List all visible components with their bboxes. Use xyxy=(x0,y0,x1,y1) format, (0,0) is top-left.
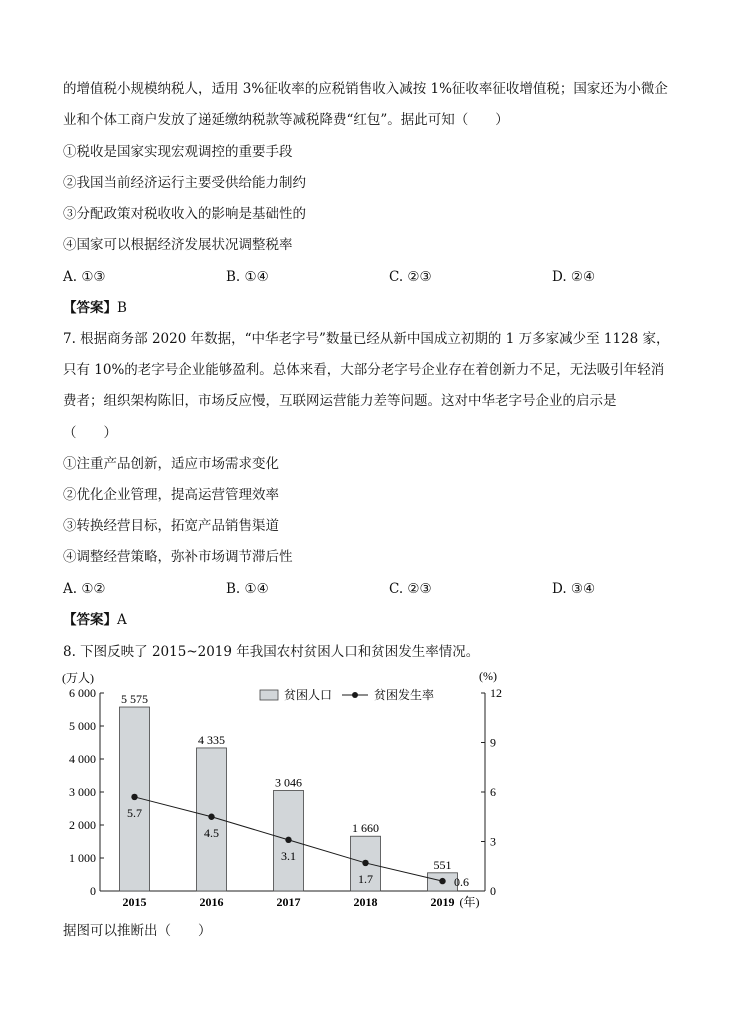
q6-statement-4: ④国家可以根据经济发展状况调整税率 xyxy=(63,237,293,253)
q6-option-a: A. ①③ xyxy=(63,269,106,285)
legend-bar-swatch xyxy=(260,690,278,700)
x-tick-label: 2015 xyxy=(122,895,147,909)
rate-point-2016 xyxy=(208,814,214,820)
left-tick-label: 6 000 xyxy=(69,686,96,700)
q6-statement-1: ①税收是国家实现宏观调控的重要手段 xyxy=(63,144,293,160)
q7-answer xyxy=(63,611,127,629)
rate-label-2019: 0.6 xyxy=(454,875,469,890)
q6-statement-3: ③分配政策对税收收入的影响是基础性的 xyxy=(63,206,306,222)
x-tick-label: 2019 xyxy=(430,895,455,909)
rate-label-2017: 3.1 xyxy=(281,848,296,863)
bar-label-2017: 3 046 xyxy=(275,775,302,790)
legend-bar-label: 贫困人口 xyxy=(284,688,333,702)
x-axis-unit: (年) xyxy=(459,895,480,909)
left-tick-label: 1 000 xyxy=(69,851,96,865)
q7-line-1: 7. 根据商务部 2020 年数据，“中华老字号”数量已经从新中国成立初期的 1 万多家减少至 1128 家， xyxy=(63,331,670,347)
left-tick-label: 3 000 xyxy=(69,785,96,799)
q6-option-c: C. ②③ xyxy=(389,269,432,285)
rate-label-2016: 4.5 xyxy=(204,825,219,840)
left-tick-label: 0 xyxy=(90,884,96,898)
q7-statement-1: ①注重产品创新，适应市场需求变化 xyxy=(63,456,279,472)
q7-statement-2: ②优化企业管理，提高运营管理效率 xyxy=(63,487,279,503)
rate-label-2018: 1.7 xyxy=(358,871,373,886)
answer-value: A xyxy=(117,612,127,628)
x-tick-label: 2018 xyxy=(353,895,378,909)
q8-intro: 8. 下图反映了 2015~2019 年我国农村贫困人口和贫困发生率情况。 xyxy=(63,644,480,660)
q6-option-d: D. ②④ xyxy=(552,269,596,285)
legend-line-marker xyxy=(352,692,358,698)
rate-point-2019 xyxy=(439,878,445,884)
answer-label: 【答案】 xyxy=(63,612,117,628)
right-tick-label: 9 xyxy=(490,735,496,750)
left-axis-unit: (万人) xyxy=(62,671,94,685)
rate-point-2015 xyxy=(131,794,137,800)
bar-label-2018: 1 660 xyxy=(352,821,379,836)
answer-value: B xyxy=(117,300,127,316)
q6-line-2: 业和个体工商户发放了递延缴纳税款等减税降费“红包”。据此可知（ ） xyxy=(63,112,509,128)
q8-footer: 据图可以推断出（ ） xyxy=(63,923,212,939)
q7-statement-3: ③转换经营目标，拓宽产品销售渠道 xyxy=(63,518,279,534)
bar-label-2019: 551 xyxy=(433,857,452,872)
rate-point-2018 xyxy=(362,860,368,866)
answer-label: 【答案】 xyxy=(63,300,117,316)
right-tick-label: 3 xyxy=(490,834,496,849)
q6-line-1: 的增值税小规模纳税人，适用 3%征收率的应税销售收入减按 1%征收率征收增值税；国家还为小微企 xyxy=(63,81,668,97)
bar-label-2015: 5 575 xyxy=(121,692,148,707)
q7-statement-4: ④调整经营策略，弥补市场调节滞后性 xyxy=(63,549,293,565)
q7-line-4: （ ） xyxy=(63,425,117,441)
left-tick-label: 2 000 xyxy=(69,818,96,832)
x-tick-label: 2016 xyxy=(199,895,224,909)
right-tick-label: 12 xyxy=(490,686,502,700)
q7-option-d: D. ③④ xyxy=(552,581,596,597)
poverty-chart xyxy=(60,668,500,913)
left-tick-label: 4 000 xyxy=(69,752,96,766)
q7-option-b: B. ①④ xyxy=(226,581,269,597)
right-tick-label: 0 xyxy=(490,884,496,898)
q7-line-2: 只有 10%的老字号企业能够盈利。总体来看，大部分老字号企业存在着创新力不足，无法吸引年轻消 xyxy=(63,362,665,378)
right-tick-label: 6 xyxy=(490,785,496,799)
q6-option-b: B. ①④ xyxy=(226,269,269,285)
rate-label-2015: 5.7 xyxy=(127,805,142,820)
legend-line-label: 贫困发生率 xyxy=(374,688,435,702)
left-tick-label: 5 000 xyxy=(69,719,96,733)
bar-label-2016: 4 335 xyxy=(198,732,225,747)
q7-option-c: C. ②③ xyxy=(389,581,432,597)
q6-answer xyxy=(63,299,127,317)
q6-statement-2: ②我国当前经济运行主要受供给能力制约 xyxy=(63,175,306,191)
x-tick-label: 2017 xyxy=(276,895,301,909)
right-axis-unit: (%) xyxy=(479,669,497,683)
q7-option-a: A. ①② xyxy=(63,581,106,597)
rate-point-2017 xyxy=(285,837,291,843)
q7-line-3: 费者；组织架构陈旧，市场反应慢，互联网运营能力差等问题。这对中华老字号企业的启示是 xyxy=(63,393,617,409)
